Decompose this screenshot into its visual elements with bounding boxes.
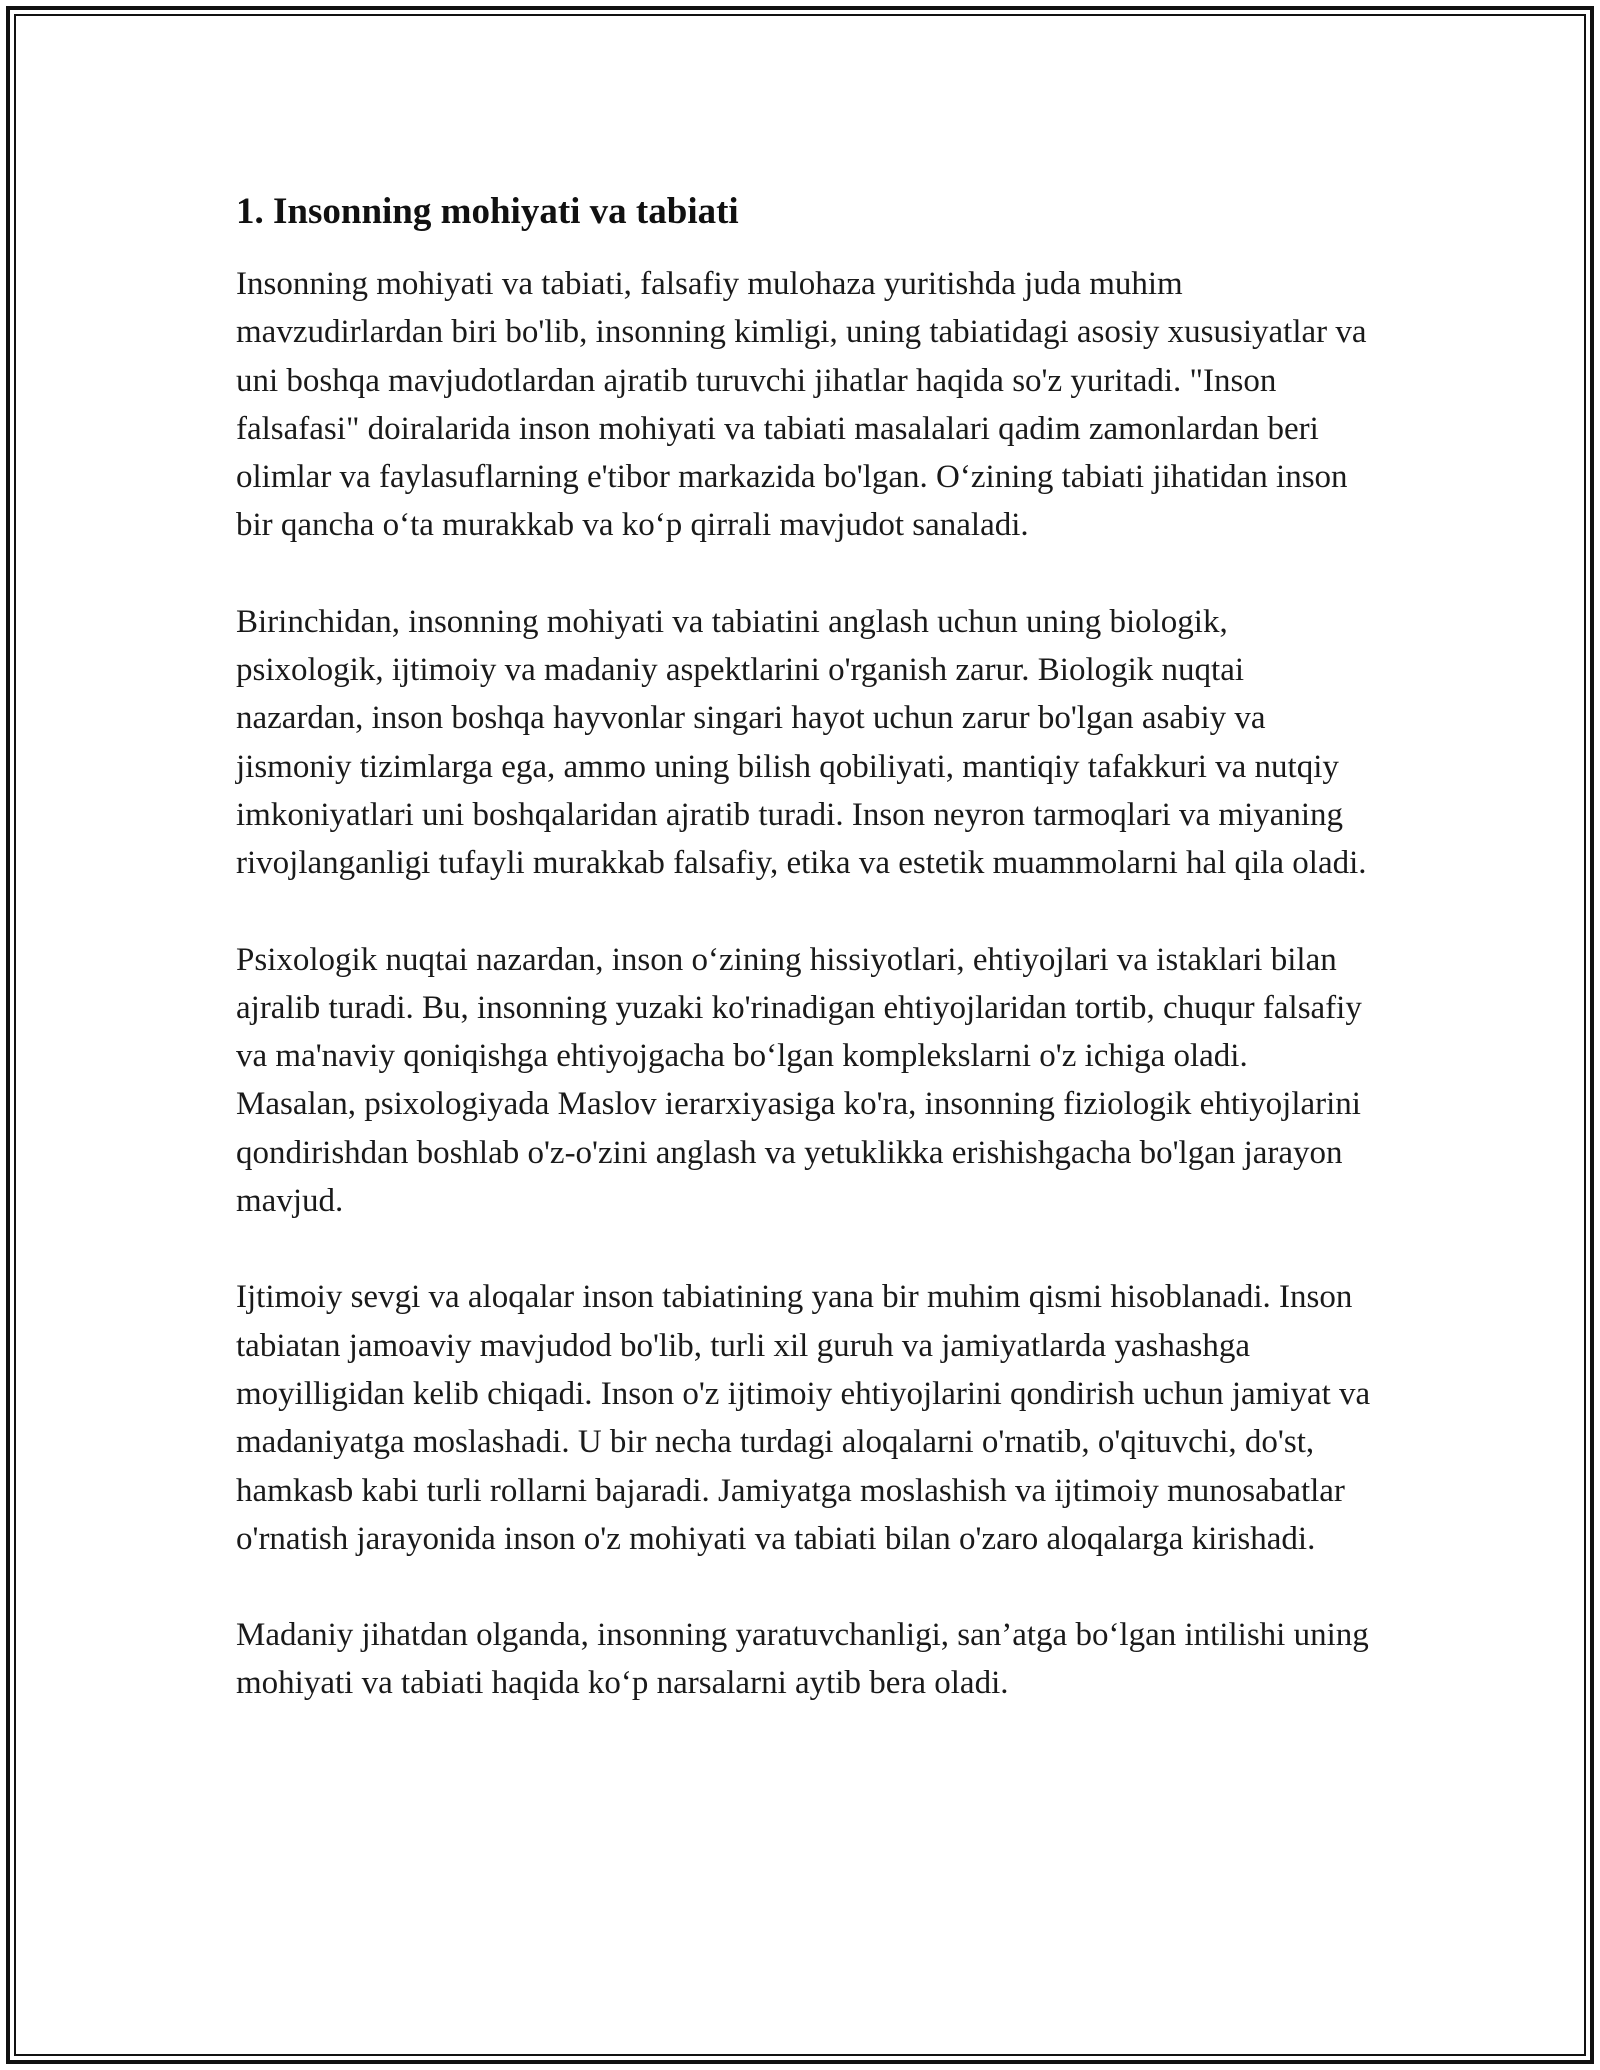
paragraph-4: Ijtimoiy sevgi va aloqalar inson tabiatining yana bir muhim qismi hisoblanadi. Inson tabiatan jamoaviy mavjudod bo'lib, turli xil guruh va jamiyatlarda yashashga moyilligidan kelib chiqadi. Inson o'z ijtimoiy ehtiyojlarini qondirish uchun jamiyat va madaniyatga moslashadi. U bir necha turdagi aloqalarni o'rnatib, o'qituvchi, do'st, hamkasb kabi turli rollarni bajaradi. Jamiyatga moslashish va ijtimoiy munosabatlar o'rnatish jarayonida inson o'z mohiyati va tabiati bilan o'zaro aloqalarga kirishadi.: [236, 1279, 1371, 1557]
paragraph-2: Birinchidan, insonning mohiyati va tabiatini anglash uchun uning biologik, psixologik, ijtimoiy va madaniy aspektlarini o'rganish zarur. Biologik nuqtai nazardan, inson boshqa hayvonlar singari hayot uchun zarur bo'lgan asabiy va jismoniy tizimlarga ega, ammo uning bilish qobiliyati, mantiqiy tafakkuri va nutqiy imkoniyatlari uni boshqalaridan ajratib turadi. Inson neyron tarmoqlari va miyaning rivojlanganligi tufayli murakkab falsafiy, etika va estetik muammolarni hal qila oladi.: [236, 603, 1367, 882]
document-body: [236, 184, 1374, 1708]
paragraph-3: Psixologik nuqtai nazardan, inson o‘zining hissiyotlari, ehtiyojlari va istaklari bilan ajralib turadi. Bu, insonning yuzaki ko'rinadigan ehtiyojlaridan tortib, chuqur falsafiy va ma'naviy qoniqishga ehtiyojgacha bo‘lgan komplekslarni o'z ichiga oladi. Masalan, psixologiyada Maslov ierarxiyasiga ko'ra, insonning fiziologik ehtiyojlarini qondirishdan boshlab o'z-o'zini anglash va yetuklikka erishishgacha bo'lgan jarayon mavjud.: [236, 941, 1362, 1220]
paragraph-5: Madaniy jihatdan olganda, insonning yaratuvchanligi, san’atga bo‘lgan intilishi uning mohiyati va tabiati haqida ko‘p narsalarni aytib bera oladi.: [236, 1617, 1369, 1702]
paragraph-1: Insonning mohiyati va tabiati, falsafiy mulohaza yuritishda juda muhim mavzudirlardan biri bo'lib, insonning kimligi, uning tabiatidagi asosiy xususiyatlar va uni boshqa mavjudotlardan ajratib turuvchi jihatlar haqida so'z yuritadi. "Inson falsafasi" doiralarida inson mohiyati va tabiati masalalari qadim zamonlardan beri olimlar va faylasuflarning e'tibor markazida bo'lgan. O‘zining tabiati jihatidan inson bir qancha o‘ta murakkab va ko‘p qirrali mavjudot sanaladi.: [236, 266, 1367, 544]
section-heading: 1. Insonning mohiyati va tabiati: [236, 191, 739, 232]
